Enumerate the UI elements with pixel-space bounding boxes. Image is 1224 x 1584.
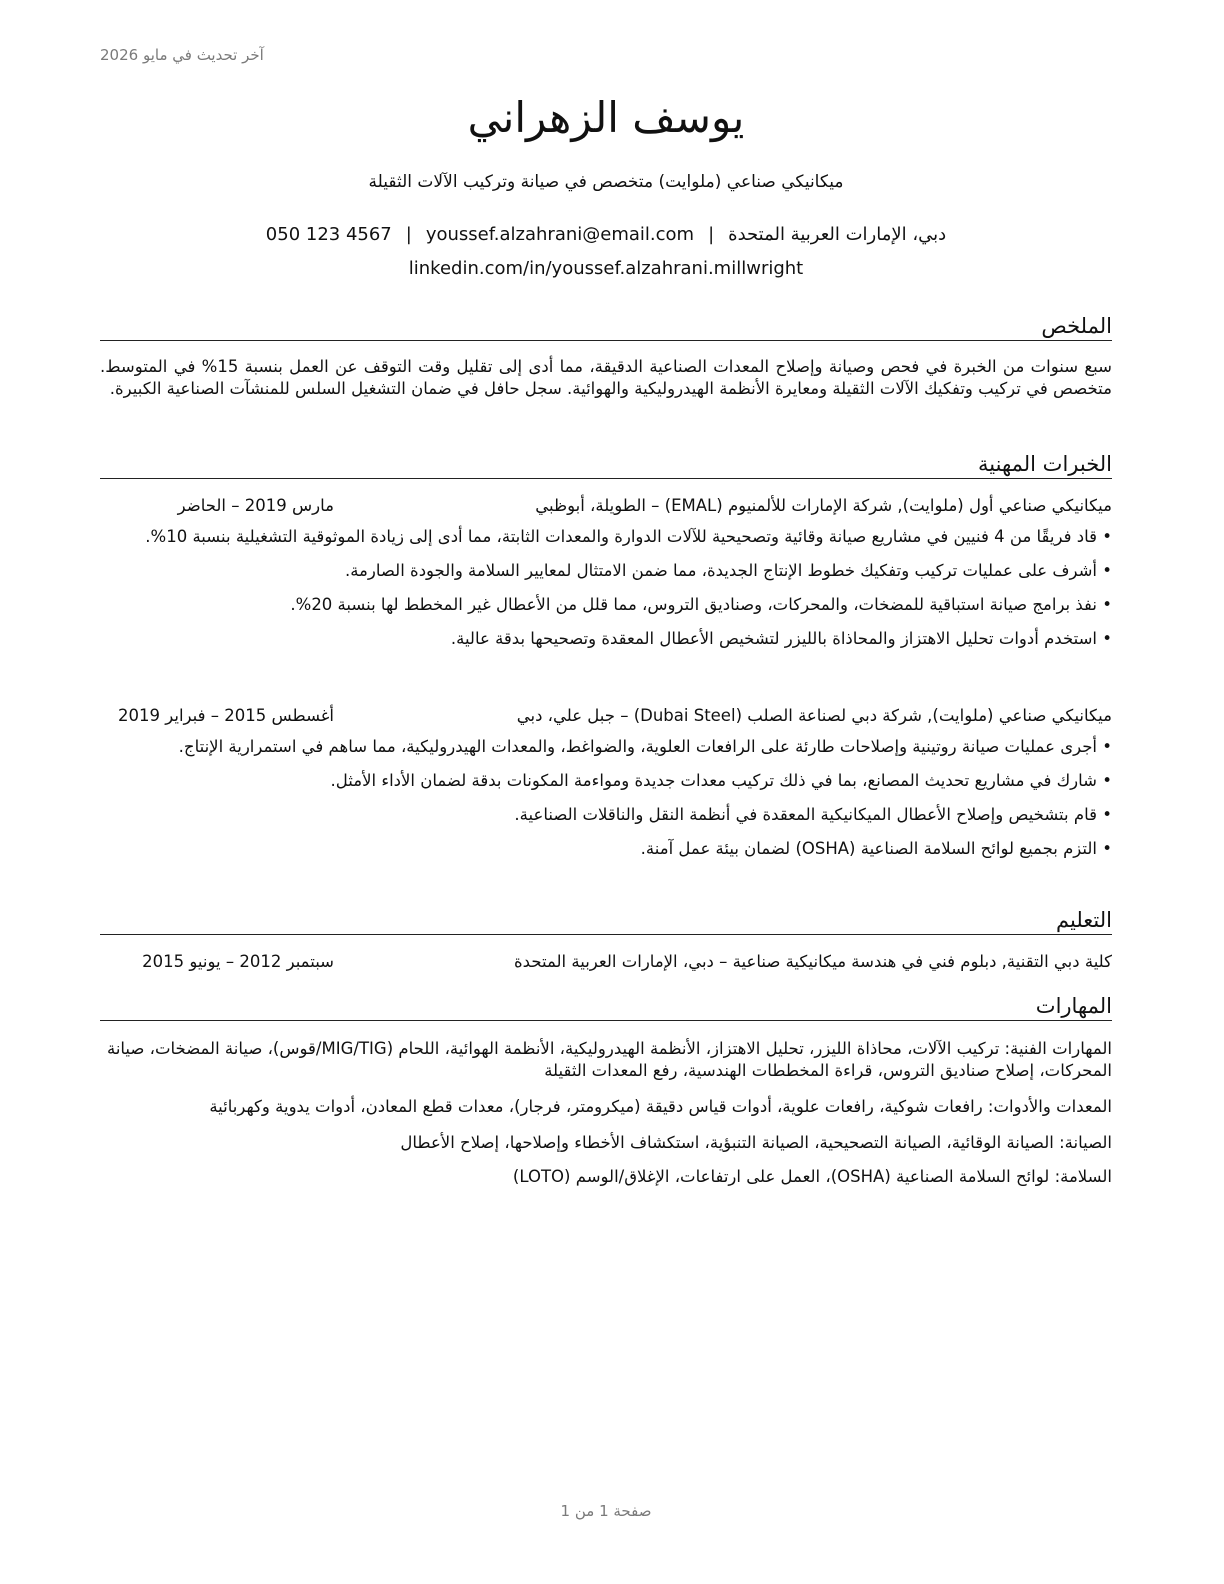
contact-separator: |: [405, 224, 412, 245]
job-bullets: [100, 526, 1112, 662]
education-entry: [100, 950, 1112, 974]
section-title-summary: الملخص: [100, 312, 1112, 341]
education-dates: سبتمبر 2012 – يونيو 2015: [142, 952, 334, 971]
job-bullets: [100, 736, 1112, 872]
section-title-experience: الخبرات المهنية: [100, 450, 1112, 479]
section-title-education: التعليم: [100, 906, 1112, 935]
job-header: [100, 494, 1112, 518]
job-bullet: • نفذ برامج صيانة استباقية للمضخات، والمحركات، وصناديق التروس، مما قلل من الأعطال غير المخطط لها بنسبة 20%.: [100, 594, 1112, 616]
education-institution: كلية دبي التقنية, دبلوم فني في هندسة ميكانيكية صناعية – دبي، الإمارات العربية المتحدة: [514, 952, 1112, 971]
job-bullet: • قام بتشخيص وإصلاح الأعطال الميكانيكية المعقدة في أنظمة النقل والناقلات الصناعية.: [100, 804, 1112, 826]
contact-email[interactable]: youssef.alzahrani@email.com: [425, 224, 695, 245]
resume-page: [100, 0, 1112, 1584]
contact-location: دبي، الإمارات العربية المتحدة: [728, 224, 947, 245]
job-header: [100, 704, 1112, 728]
contact-line: [100, 222, 1112, 248]
skills-technical: المهارات الفنية: تركيب الآلات، محاذاة الليزر، تحليل الاهتزاز، الأنظمة الهيدروليكية، الأنظمة الهوائية، اللحام (MIG/TIG/قوس)، صيانة المضخات، صيانة المحركات، إصلاح صناديق التروس، قراءة المخططات الهندسية، رفع المعدات الثقيلة: [106, 1039, 1112, 1080]
job-bullet: • استخدم أدوات تحليل الاهتزاز والمحاذاة بالليزر لتشخيص الأعطال المعقدة وتصحيحها بدقة عالية.: [100, 628, 1112, 650]
job-bullet: • التزم بجميع لوائح السلامة الصناعية (OSHA) لضمان بيئة عمل آمنة.: [100, 838, 1112, 860]
job-role: ميكانيكي صناعي (ملوايت), شركة دبي لصناعة الصلب (Dubai Steel) – جبل علي، دبي: [516, 706, 1112, 725]
contact-phone: 050 123 4567: [265, 224, 392, 245]
contact-linkedin[interactable]: linkedin.com/in/youssef.alzahrani.millwright: [408, 258, 804, 279]
candidate-tagline: ميكانيكي صناعي (ملوايت) متخصص في صيانة وتركيب الآلات الثقيلة: [368, 172, 844, 192]
page-number: صفحة 1 من 1: [560, 1502, 652, 1520]
job-bullet: • أجرى عمليات صيانة روتينية وإصلاحات طارئة على الرافعات العلوية، والضواغط، والمعدات الهيدروليكية، مما ساهم في استمرارية الإنتاج.: [100, 736, 1112, 758]
contact-separator: |: [708, 224, 715, 245]
candidate-name: يوسف الزهراني: [467, 93, 745, 142]
skills-maintenance: الصيانة: الصيانة الوقائية، الصيانة التصحيحية، الصيانة التنبؤية، استكشاف الأخطاء وإصلاحها، إصلاح الأعطال: [400, 1133, 1112, 1152]
job-dates: مارس 2019 – الحاضر: [177, 496, 334, 515]
skills-equipment: المعدات والأدوات: رافعات شوكية، رافعات علوية، أدوات قياس دقيقة (ميكرومتر، فرجار)، معدات قطع المعادن، أدوات يدوية وكهربائية: [209, 1097, 1112, 1116]
job-bullet: • أشرف على عمليات تركيب وتفكيك خطوط الإنتاج الجديدة، مما ضمن الامتثال لمعايير السلامة والجودة الصارمة.: [100, 560, 1112, 582]
job-dates: أغسطس 2015 – فبراير 2019: [118, 706, 334, 725]
last-updated-note: آخر تحديث في مايو 2026: [100, 46, 264, 64]
summary-text: سبع سنوات من الخبرة في فحص وصيانة وإصلاح المعدات الصناعية الدقيقة، مما أدى إلى تقليل وقت التوقف عن العمل بنسبة 15% في المتوسط. متخصص في تركيب وتفكيك الآلات الثقيلة ومعايرة الأنظمة الهيدروليكية والهوائية. سجل حافل في ضمان التشغيل السلس للمنشآت الصناعية الكبيرة.: [100, 357, 1112, 398]
job-bullet: • شارك في مشاريع تحديث المصانع، بما في ذلك تركيب معدات جديدة ومواءمة المكونات بدقة لضمان الأداء الأمثل.: [100, 770, 1112, 792]
skills-safety: السلامة: لوائح السلامة الصناعية (OSHA)، العمل على ارتفاعات، الإغلاق/الوسم (LOTO): [512, 1167, 1112, 1186]
section-title-skills: المهارات: [100, 992, 1112, 1021]
job-bullet: • قاد فريقًا من 4 فنيين في مشاريع صيانة وقائية وتصحيحية للآلات الدوارة والمعدات الثابتة، مما أدى إلى زيادة الموثوقية التشغيلية بنسبة 10%.: [100, 526, 1112, 548]
job-role: ميكانيكي صناعي أول (ملوايت), شركة الإمارات للألمنيوم (EMAL) – الطويلة، أبوظبي: [535, 496, 1112, 515]
